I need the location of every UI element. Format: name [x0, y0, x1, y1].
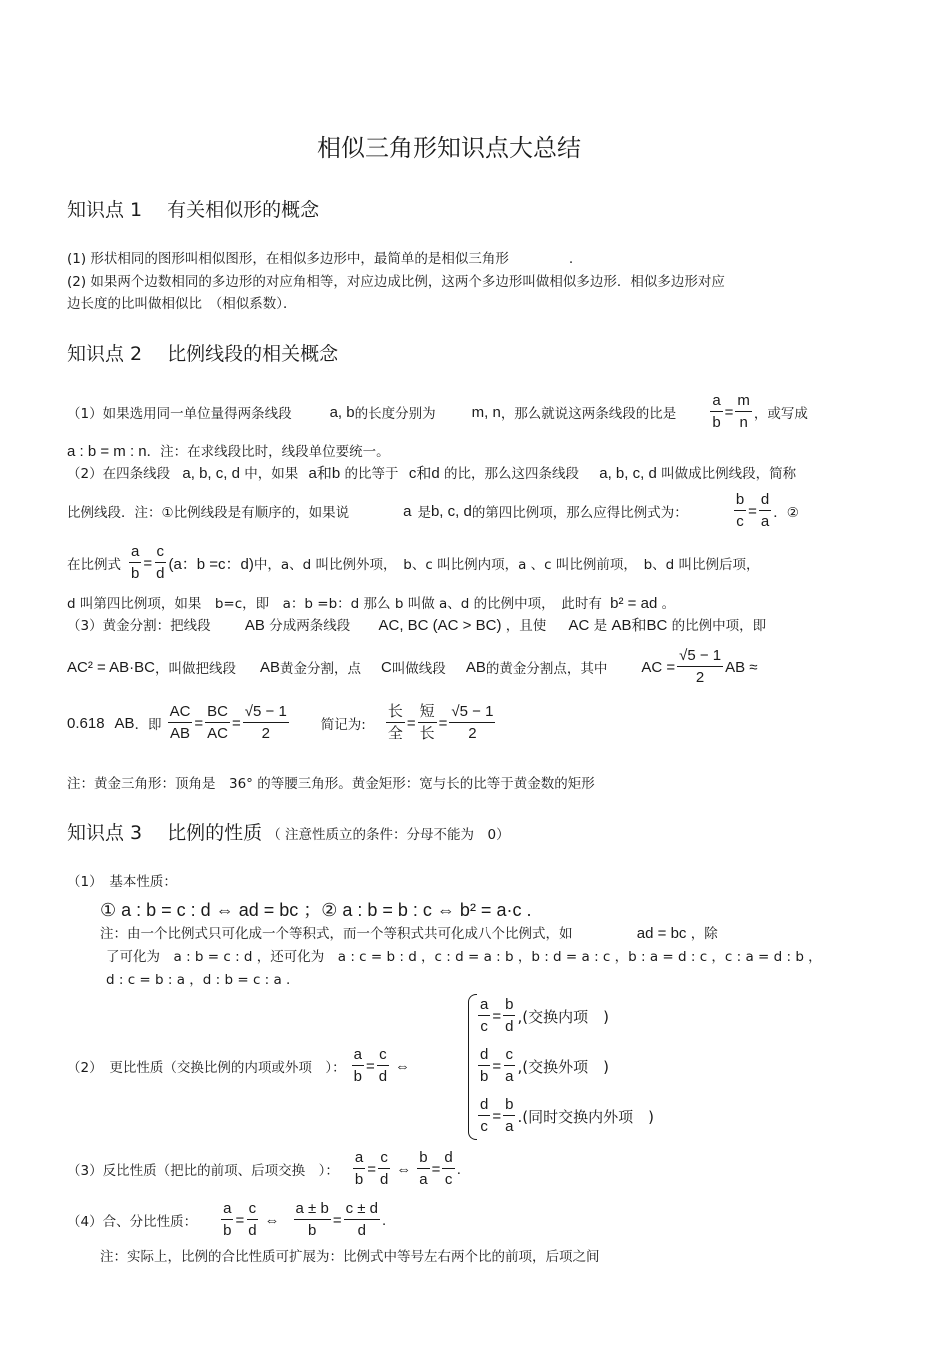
k2-l7a: （3）黄金分割：把线段	[67, 618, 211, 634]
fraction-part: b	[354, 1171, 364, 1188]
page-title: 相似三角形知识点大总结	[317, 134, 581, 162]
fraction-a-b	[710, 393, 722, 431]
equals-sign: =	[332, 1211, 342, 1229]
k2-l1b: 的长度分别为	[354, 406, 436, 422]
k2-line-2	[67, 440, 390, 460]
equals-sign: =	[748, 502, 757, 520]
k2-l3a: （2）在四条线段	[67, 466, 171, 482]
fraction-part: c	[480, 1118, 488, 1135]
fraction-d-c	[478, 1097, 490, 1135]
k3-note1-eq: ad = bc	[636, 925, 687, 942]
fraction-c-d-4	[246, 1201, 258, 1239]
fraction-part: a	[221, 1201, 233, 1220]
fraction-part: c	[444, 1171, 453, 1188]
fraction-c-pm-d	[344, 1201, 380, 1239]
fraction-part: AB	[169, 725, 190, 742]
k2-l9a: ．即	[134, 717, 162, 733]
k2-l3-abcd2: a, b, c, d	[599, 465, 657, 482]
fraction-part: 2	[695, 669, 705, 686]
k2-l8b: 黄金分割，点	[279, 661, 361, 677]
iff-symbol: ⇔	[264, 1211, 280, 1229]
fraction-d-a	[759, 492, 771, 530]
equals-sign: =	[365, 1057, 375, 1075]
k2-l3b: 中，如果	[244, 466, 299, 482]
equals-sign: =	[367, 1160, 376, 1178]
k3-p2-text: （2） 更比性质（交换比例的内项或外项 ）：	[67, 1060, 346, 1076]
fraction-part: d	[248, 1222, 257, 1239]
k2-l5b: 中，a、d 叫比例外项， b、c 叫比例内项，a 、c 叫比例前项， b、d 叫比例后项，	[253, 557, 760, 573]
fraction-part: a	[353, 1150, 365, 1169]
fraction-part: a	[129, 544, 141, 563]
section-heading-2: 知识点 2 比例线段的相关概念	[67, 343, 339, 365]
k3-alternando-label	[67, 1045, 410, 1087]
k2-l7c: ，且使	[505, 618, 547, 634]
fraction-part: b	[712, 414, 721, 431]
k2-line-3	[67, 462, 796, 483]
k2-l8-C: C	[380, 658, 392, 676]
k3-note1a: 注：由一个比例式只可化成一个等积式，而一个等积式共可化成八个比例式，如	[100, 926, 573, 942]
fraction-part: 2	[261, 725, 270, 742]
k2-l7-ABBC: AB和BC	[611, 617, 668, 634]
k2-l4a: 比例线段．注：①比例线段是有顺序的，如果说	[67, 505, 350, 521]
fraction-a-b-3	[352, 1047, 364, 1085]
alternando-row-3	[476, 1094, 654, 1138]
equals-sign: =	[492, 1057, 502, 1075]
fraction-part: AC	[168, 704, 193, 723]
k3-note1b: ，除	[690, 926, 718, 942]
fraction-part: a ± b	[294, 1201, 331, 1220]
fraction-part: d	[378, 1068, 388, 1085]
period: .	[456, 1160, 461, 1178]
fraction-part: b	[480, 1068, 489, 1085]
fraction-part: a	[419, 1171, 428, 1188]
alternando-row-3-note: .(同时交换内外项 )	[517, 1107, 654, 1126]
k2-l7d: 是	[593, 618, 608, 634]
fraction-part: b	[503, 997, 515, 1016]
k3-p4-text: （4）合、分比性质：	[67, 1214, 198, 1230]
fraction-part: BC	[205, 704, 230, 723]
equals-sign: =	[235, 1211, 245, 1229]
fraction-part: d	[357, 1222, 366, 1239]
k2-l8d: 的黄金分割点，其中	[485, 661, 608, 677]
fraction-sqrt5-minus-1-over-2-c	[449, 704, 495, 742]
fraction-b-c	[734, 492, 746, 530]
section-heading-3-note: （ 注意性质立的条件：分母不能为 0）	[267, 827, 510, 843]
k2-l3e: 叫做成比例线段，简称	[661, 466, 797, 482]
fraction-part: √5 − 1	[677, 648, 723, 667]
k2-l1c: ，那么就说这两条线段的比是	[500, 406, 677, 422]
fraction-part: c ± d	[344, 1201, 380, 1220]
section-heading-3	[67, 818, 510, 845]
equals-sign: =	[194, 714, 204, 732]
k2-l3d: 的比，那么这四条线段	[443, 466, 579, 482]
k2-l1-mn: m, n	[471, 403, 501, 421]
equals-sign: =	[431, 1160, 441, 1178]
iff-symbol: ⇔	[395, 1057, 411, 1075]
fraction-part: a	[478, 997, 490, 1016]
fraction-c-d-2	[377, 1047, 389, 1085]
k2-l1a: （1）如果选用同一单位量得两条线段	[67, 406, 292, 422]
k2-l3-abcd: a, b, c, d	[182, 465, 240, 482]
k2-l1d: ，或写成	[753, 406, 808, 422]
fraction-a-pm-b	[294, 1201, 331, 1239]
k2-l4d: ．②	[773, 505, 799, 521]
fraction-AC-AB	[168, 704, 193, 742]
k3-p3-text: （3）反比性质（把比的前项、后项交换 ）：	[67, 1163, 339, 1179]
fraction-part: a	[710, 393, 722, 412]
basic-property-equation: ① a : b = c : d ⇔ ad = bc ；② a : b = b : c ⇔ b² = a·c .	[100, 900, 532, 920]
fraction-part: 全	[387, 725, 403, 742]
fraction-sqrt5-minus-1-over-2-b	[243, 704, 289, 742]
fraction-part: a	[760, 513, 770, 530]
fraction-b-a-2	[417, 1150, 429, 1188]
fraction-part: d	[156, 565, 165, 582]
k1-paragraph-1	[67, 247, 573, 267]
fraction-part: m	[735, 393, 752, 412]
equals-sign: =	[406, 714, 416, 732]
k2-l8-AB: AB	[259, 658, 280, 676]
k2-l9b: 简记为:	[320, 717, 366, 733]
k2-l8-AC: AC =	[641, 658, 676, 676]
k2-line-8	[67, 644, 758, 690]
k1-paragraph-2b: 边长度的比叫做相似比 （相似系数）．	[67, 296, 297, 312]
fraction-b-a	[503, 1097, 515, 1135]
fraction-part: b	[308, 1222, 317, 1239]
fraction-c-d-3	[378, 1150, 390, 1188]
k2-l8c: 叫做线段	[391, 661, 446, 677]
fraction-part: c	[155, 544, 167, 563]
fraction-BC-AC	[205, 704, 230, 742]
k2-l6a: d 叫第四比例项，如果 b=c，即 a：b =b：d 那么 b 叫做 a、d 的比例中项， 此时有	[67, 596, 602, 612]
k2-line-1	[67, 392, 808, 432]
k2-l7-AB: AB	[244, 617, 265, 634]
equals-sign: =	[232, 714, 241, 732]
golden-number: 0.618	[67, 714, 105, 732]
k2-l5a: 在比例式	[67, 557, 121, 573]
k3-invertendo	[67, 1148, 461, 1190]
fraction-a-b-4	[353, 1150, 365, 1188]
alternando-row-2-note: ,(交换外项 )	[517, 1057, 609, 1076]
iff-symbol: ⇔	[396, 1160, 412, 1178]
k2-l7-ACBC: AC, BC (AC > BC)	[378, 617, 502, 634]
fraction-part: b	[734, 492, 746, 511]
fraction-part: AC	[207, 725, 229, 742]
fraction-part: b	[503, 1097, 515, 1116]
alternando-row-1	[476, 994, 609, 1038]
k2-l3c: 的比等于	[344, 466, 399, 482]
fraction-chang-quan	[386, 704, 405, 742]
fraction-part: b	[223, 1222, 232, 1239]
k2-l6b: 。	[661, 596, 676, 612]
fraction-part: a	[505, 1118, 514, 1135]
fraction-part: d	[478, 1047, 490, 1066]
k2-line-7	[67, 614, 766, 635]
k3-note-line-2: 了可化为 a : b = c : d ，还可化为 a : c = b : d ，c : d = a : b ，b : d = a : c ，b : a = d : c ，c : a = d : b ，	[106, 949, 822, 965]
k2-l1-ab: a, b	[329, 403, 355, 421]
fraction-part: b	[353, 1068, 362, 1085]
fraction-part: d	[505, 1018, 514, 1035]
k2-l9-AB: AB	[114, 714, 135, 732]
equals-sign: =	[724, 403, 734, 421]
k2-l3-ab: a和b	[308, 465, 341, 482]
k2-l2-note: ．注：在求线段比时，线段单位要统一。	[146, 444, 390, 460]
fraction-a-b-5	[221, 1201, 233, 1239]
equals-sign: =	[438, 714, 448, 732]
fraction-part: c	[736, 513, 744, 530]
k3-componendo	[67, 1198, 386, 1242]
equals-sign: =	[492, 1107, 502, 1125]
k2-golden-note: 注：黄金三角形：顶角是 36° 的等腰三角形。黄金矩形：宽与长的比等于黄金数的矩形	[67, 776, 595, 792]
fraction-part: c	[378, 1150, 390, 1169]
k1-p1-text: (1) 形状相同的图形叫相似图形，在相似多边形中，最简单的是相似三角形	[67, 251, 509, 267]
fraction-part: c	[377, 1047, 389, 1066]
fraction-part: c	[504, 1047, 516, 1066]
k3-note-line-3: d : c = b : a ，d : b = c : a .	[106, 972, 291, 988]
k2-l8-tail: AB ≈	[725, 658, 758, 676]
fraction-part: a	[505, 1068, 514, 1085]
fraction-c-a	[503, 1047, 515, 1085]
fraction-part: d	[759, 492, 771, 511]
k2-l8-AB2: AB	[465, 658, 486, 676]
k1-paragraph-2a: (2) 如果两个边数相同的多边形的对应角相等，对应边成比例，这两个多边形叫做相似多边形．相似多边形对应	[67, 274, 725, 290]
fraction-part: n	[739, 414, 748, 431]
fraction-part: d	[379, 1171, 389, 1188]
fraction-a-c	[478, 997, 490, 1035]
ratio-am-equation: a : b = m : n	[67, 443, 147, 460]
fraction-part: 短	[418, 704, 437, 723]
k2-line-4	[67, 490, 799, 532]
fraction-m-n	[735, 393, 752, 431]
k3-note-line-1	[100, 922, 718, 942]
k2-l7b: 分成两条线段	[269, 618, 351, 634]
fraction-part: d	[478, 1097, 490, 1116]
fraction-duan-chang	[418, 704, 437, 742]
fraction-part: 长	[419, 725, 435, 742]
fraction-part: b	[131, 565, 140, 582]
fraction-part: 长	[386, 704, 405, 723]
equals-sign: =	[492, 1007, 502, 1025]
k2-l7-AC: AC	[568, 617, 590, 634]
fraction-c-d	[154, 544, 166, 582]
period: .	[382, 1211, 387, 1229]
k2-line-9	[67, 700, 497, 746]
fraction-part: √5 − 1	[243, 704, 289, 723]
fraction-part: d	[442, 1150, 454, 1169]
k2-l4-bcd: b, c, d	[430, 502, 472, 520]
k2-l3-cd: c和d	[408, 465, 440, 482]
k2-l7e: 的比例中项，即	[671, 618, 767, 634]
k2-l4-a: a	[403, 502, 412, 520]
golden-ratio-equation: AC² = AB·BC	[67, 658, 155, 676]
k2-l5-paren: (a：b =c：d)	[168, 555, 254, 573]
section-heading-3-text: 知识点 3 比例的性质	[67, 822, 263, 844]
k3-basic-label: （1） 基本性质：	[67, 874, 177, 890]
fraction-b-d	[503, 997, 515, 1035]
k2-line-5	[67, 542, 760, 584]
fraction-d-c-2	[442, 1150, 454, 1188]
k3-last-note: 注：实际上，比例的合比性质可扩展为：比例式中等号左右两个比的前项，后项之间	[100, 1249, 600, 1265]
fraction-sqrt5-minus-1-over-2	[677, 648, 723, 686]
k2-l8a: ，叫做把线段	[154, 661, 236, 677]
section-heading-1: 知识点 1 有关相似形的概念	[67, 199, 320, 221]
k2-line-6	[67, 592, 675, 612]
k2-l4c: 的第四比例项，那么应得比例式为：	[471, 505, 688, 521]
fraction-part: √5 − 1	[449, 704, 495, 723]
fraction-part: c	[480, 1018, 488, 1035]
fraction-part: c	[247, 1201, 259, 1220]
alternando-row-1-note: ,(交换内项 )	[517, 1007, 609, 1026]
k2-l4b: 是	[417, 505, 431, 521]
fraction-part: b	[417, 1150, 429, 1169]
b-squared-equation: b² = ad	[610, 595, 658, 612]
equals-sign: =	[143, 554, 153, 572]
fraction-part: a	[352, 1047, 364, 1066]
fraction-d-b	[478, 1047, 490, 1085]
fraction-part: 2	[468, 725, 477, 742]
k1-p1-end: .	[568, 251, 574, 267]
alternando-row-2	[476, 1044, 609, 1088]
fraction-a-b-2	[129, 544, 141, 582]
